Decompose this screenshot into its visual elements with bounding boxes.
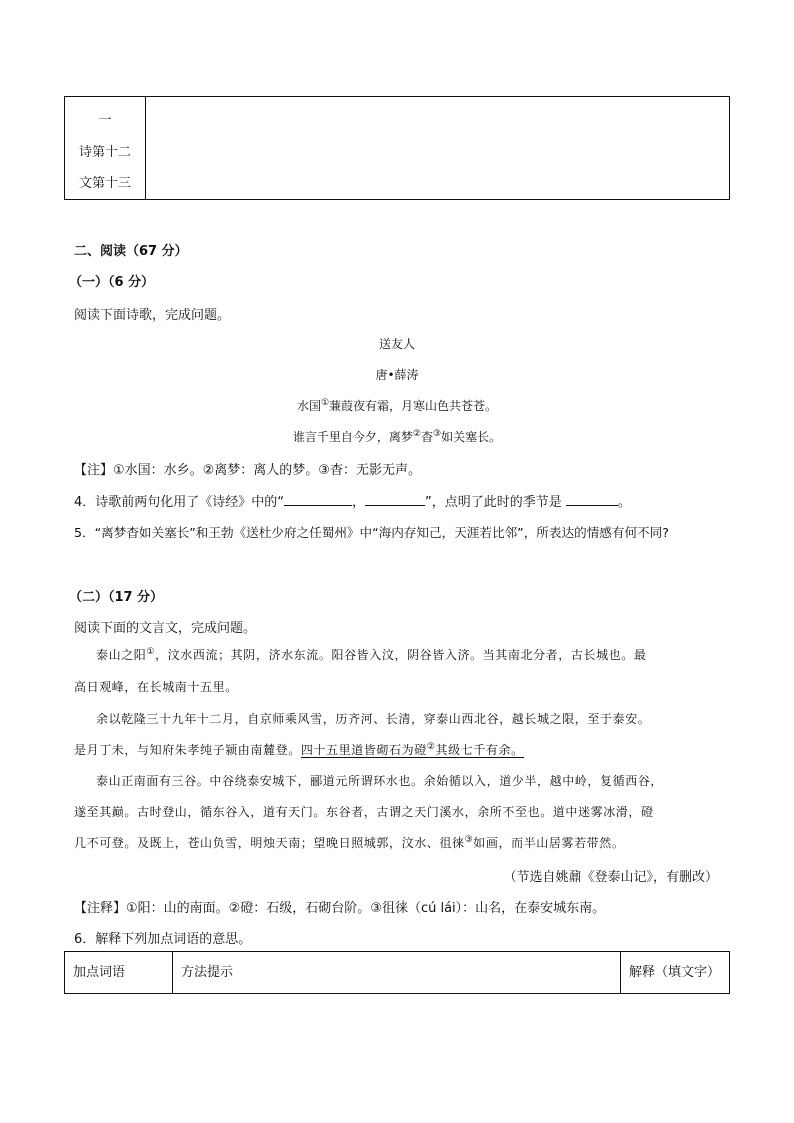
text-note: 【注释】①阳：山的南面。②磴：石级，石砌台阶。③徂徕（cú lái）：山名，在泰安城东南。: [74, 901, 606, 916]
classical-text-line: 遂至其巅。古时登山，循东谷入，道有天门。东谷者，古谓之天门溪水，余所不至也。道中迷雾冰滑，磴: [74, 805, 654, 819]
table-line: 文第十三: [78, 176, 131, 191]
part1-instruction: 阅读下面诗歌，完成问题。: [74, 308, 231, 323]
table-header-cell: 方法提示: [173, 952, 621, 993]
classical-text-line: 高日观峰，在长城南十五里。: [74, 680, 238, 694]
underlined-sentence: 四十五里道皆砌石为磴②其级七千有余。: [300, 742, 524, 757]
question-5: 5．“离梦杳如关塞长”和王勃《送杜少府之任蜀州》中“海内存知己，天涯若比邻”，所表达的情感有何不同?: [74, 525, 669, 540]
footnote-marker: ①: [320, 398, 330, 408]
section-heading: 二、阅读（67 分）: [74, 244, 188, 259]
part1-heading: （一）（6 分）: [69, 275, 155, 290]
question-4: 4．诗歌前两句化用了《诗经》中的“ ， ”，点明了此时的季节是 。: [74, 495, 631, 510]
table-line: 一: [98, 113, 112, 128]
top-table-label-cell: [65, 97, 146, 199]
footnote-marker: ②: [412, 429, 421, 439]
table-header-cell: 加点词语: [65, 952, 173, 993]
classical-text-line: 余以乾隆三十九年十二月，自京师乘风雪，历齐河、长清，穿泰山西北谷，越长城之限，至于泰安。: [96, 712, 651, 726]
part2-instruction: 阅读下面的文言文，完成问题。: [74, 621, 257, 636]
footnote-marker: ①: [146, 647, 156, 657]
poem-author: 唐•薛涛: [375, 368, 419, 382]
poem-title: 送友人: [378, 337, 415, 351]
footnote-marker: ②: [426, 742, 436, 752]
answer-blank[interactable]: [284, 493, 352, 506]
poem-line-2: 谁言千里自今夕，离梦②杳③如关塞长。: [292, 429, 502, 444]
table-line: 诗第十二: [78, 145, 131, 160]
part2-heading: （二）（17 分）: [69, 590, 164, 605]
classical-text-line: 几不可登。及既上，苍山负雪，明烛天南；望晚日照城郭，汶水、徂徕③如画，而半山居雾若带然。: [74, 835, 625, 850]
footnote-marker: ③: [464, 835, 474, 845]
top-table-answer-cell[interactable]: [146, 97, 729, 199]
source-citation: （节选自姚鼐《登泰山记》，有删改）: [503, 870, 718, 885]
table-header-cell: 解释（填文字）: [629, 965, 721, 980]
top-table: [64, 96, 730, 200]
answer-blank[interactable]: [566, 493, 618, 506]
poem-line-1: 水国①蒹葭夜有霜，月寒山色共苍苍。: [296, 398, 498, 413]
poem-note: 【注】①水国：水乡。②离梦：离人的梦。③杳：无影无声。: [74, 463, 421, 478]
classical-text-line: 泰山正南面有三谷。中谷绕泰安城下，郦道元所谓环水也。余始循以入，道少半，越中岭，复循西谷，: [96, 774, 664, 788]
classical-text-line: 是月丁未，与知府朱孝纯子颍由南麓登。四十五里道皆砌石为磴②其级七千有余。: [74, 742, 524, 757]
footnote-marker: ③: [433, 429, 442, 439]
classical-text-line: 泰山之阳①，汶水西流；其阴，济水东流。阳谷皆入汶，阴谷皆入济。当其南北分者，古长城也。最: [96, 647, 647, 662]
answer-blank[interactable]: [365, 493, 425, 506]
vocab-table: [64, 951, 730, 994]
question-6: 6．解释下列加点词语的意思。: [74, 932, 252, 947]
